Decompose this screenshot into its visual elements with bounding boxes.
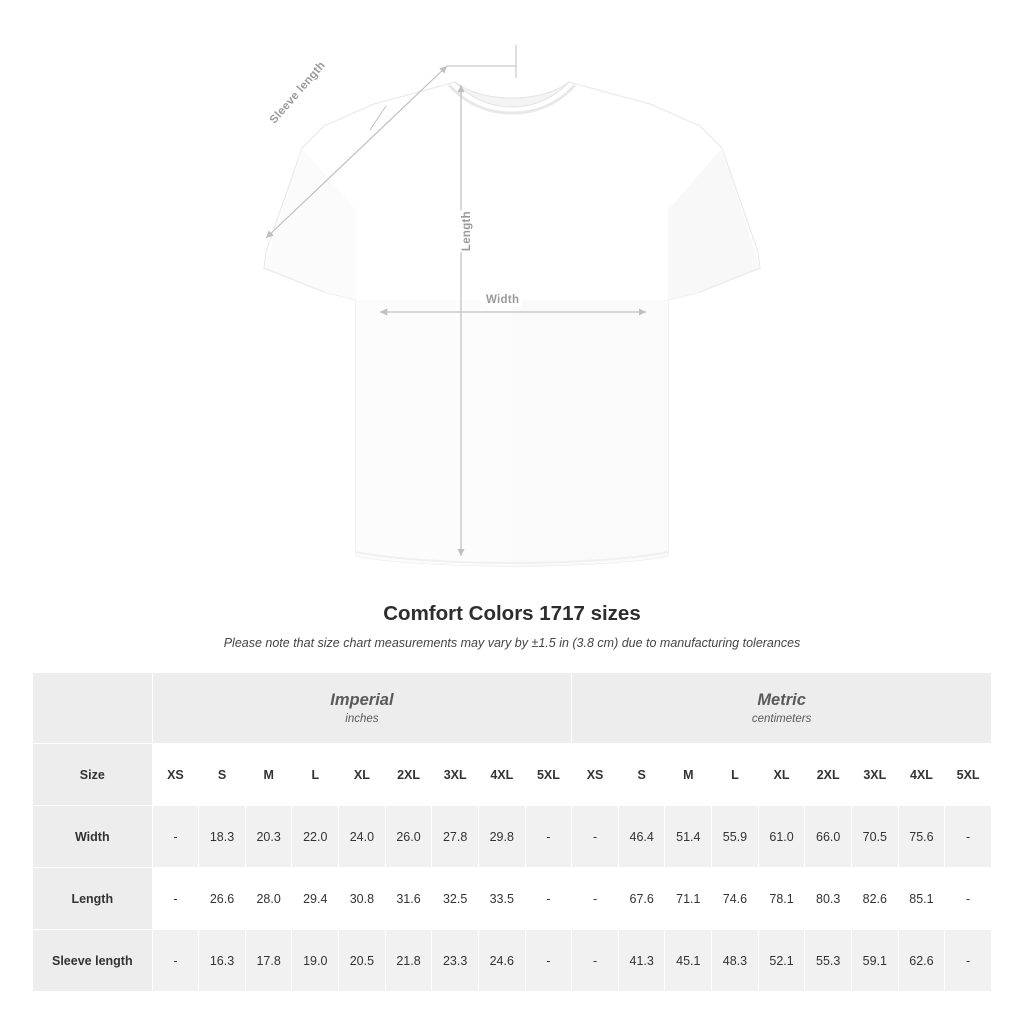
cell-width-metric-2xl: 66.0 bbox=[805, 806, 852, 868]
table-row bbox=[33, 930, 992, 992]
cell-length-imperial-3xl: 32.5 bbox=[432, 868, 479, 930]
length-dimension-label: Length bbox=[458, 210, 476, 252]
cell-length-metric-3xl: 82.6 bbox=[851, 868, 898, 930]
cell-length-imperial-xl: 30.8 bbox=[339, 868, 386, 930]
cell-length-imperial-l: 29.4 bbox=[292, 868, 339, 930]
cell-sleeve-metric-4xl: 62.6 bbox=[898, 930, 945, 992]
row-label-width: Width bbox=[33, 806, 153, 868]
cell-sleeve-metric-3xl: 59.1 bbox=[851, 930, 898, 992]
imperial-header-name: Imperial bbox=[330, 691, 394, 710]
size-header-metric-xl: XL bbox=[758, 744, 805, 806]
size-header-imperial-l: L bbox=[292, 744, 339, 806]
cell-sleeve-imperial-xs: - bbox=[152, 930, 199, 992]
cell-sleeve-metric-5xl: - bbox=[945, 930, 992, 992]
imperial-header-sub: inches bbox=[345, 712, 379, 725]
cell-width-imperial-4xl: 29.8 bbox=[478, 806, 525, 868]
cell-length-imperial-s: 26.6 bbox=[199, 868, 246, 930]
size-header-imperial-s: S bbox=[199, 744, 246, 806]
size-header-imperial-m: M bbox=[245, 744, 292, 806]
cell-width-imperial-3xl: 27.8 bbox=[432, 806, 479, 868]
size-table bbox=[32, 672, 992, 992]
cell-width-imperial-xl: 24.0 bbox=[339, 806, 386, 868]
row-label-length: Length bbox=[33, 868, 153, 930]
cell-length-metric-m: 71.1 bbox=[665, 868, 712, 930]
cell-sleeve-metric-xl: 52.1 bbox=[758, 930, 805, 992]
metric-header bbox=[572, 673, 992, 744]
cell-sleeve-imperial-5xl: - bbox=[525, 930, 572, 992]
cell-length-metric-s: 67.6 bbox=[618, 868, 665, 930]
cell-width-metric-xl: 61.0 bbox=[758, 806, 805, 868]
size-header-metric-5xl: 5XL bbox=[945, 744, 992, 806]
cell-length-metric-l: 74.6 bbox=[712, 868, 759, 930]
cell-sleeve-imperial-2xl: 21.8 bbox=[385, 930, 432, 992]
cell-width-metric-xs: - bbox=[572, 806, 619, 868]
cell-length-imperial-5xl: - bbox=[525, 868, 572, 930]
cell-length-metric-4xl: 85.1 bbox=[898, 868, 945, 930]
metric-header-sub: centimeters bbox=[751, 712, 812, 725]
cell-sleeve-metric-m: 45.1 bbox=[665, 930, 712, 992]
cell-sleeve-imperial-s: 16.3 bbox=[199, 930, 246, 992]
cell-width-metric-5xl: - bbox=[945, 806, 992, 868]
title-block bbox=[0, 602, 1024, 650]
width-dimension-label: Width bbox=[483, 293, 522, 307]
unit-header-row bbox=[33, 673, 992, 744]
size-header-metric-m: M bbox=[665, 744, 712, 806]
cell-length-metric-xl: 78.1 bbox=[758, 868, 805, 930]
size-table-wrapper bbox=[32, 672, 992, 992]
cell-width-imperial-5xl: - bbox=[525, 806, 572, 868]
page-title: Comfort Colors 1717 sizes bbox=[383, 602, 641, 625]
size-header-row bbox=[33, 744, 992, 806]
imperial-header bbox=[152, 673, 572, 744]
cell-length-imperial-xs: - bbox=[152, 868, 199, 930]
cell-width-metric-4xl: 75.6 bbox=[898, 806, 945, 868]
sleeve-length-dimension-label: Sleeve length bbox=[267, 59, 328, 127]
size-header-metric-s: S bbox=[618, 744, 665, 806]
size-header-imperial-5xl: 5XL bbox=[525, 744, 572, 806]
cell-length-metric-xs: - bbox=[572, 868, 619, 930]
size-header-imperial-xs: XS bbox=[152, 744, 199, 806]
cell-sleeve-imperial-l: 19.0 bbox=[292, 930, 339, 992]
cell-sleeve-metric-2xl: 55.3 bbox=[805, 930, 852, 992]
size-header-metric-4xl: 4XL bbox=[898, 744, 945, 806]
size-header-metric-2xl: 2XL bbox=[805, 744, 852, 806]
cell-width-metric-m: 51.4 bbox=[665, 806, 712, 868]
size-header-metric-l: L bbox=[712, 744, 759, 806]
corner-cell bbox=[33, 673, 153, 744]
cell-length-imperial-4xl: 33.5 bbox=[478, 868, 525, 930]
size-header-imperial-4xl: 4XL bbox=[478, 744, 525, 806]
metric-header-name: Metric bbox=[757, 691, 806, 710]
cell-width-imperial-xs: - bbox=[152, 806, 199, 868]
cell-sleeve-imperial-3xl: 23.3 bbox=[432, 930, 479, 992]
cell-length-metric-2xl: 80.3 bbox=[805, 868, 852, 930]
table-row bbox=[33, 868, 992, 930]
size-label-cell: Size bbox=[33, 744, 153, 806]
cell-width-metric-s: 46.4 bbox=[618, 806, 665, 868]
cell-width-metric-l: 55.9 bbox=[712, 806, 759, 868]
row-label-sleeve-length: Sleeve length bbox=[33, 930, 153, 992]
cell-sleeve-imperial-m: 17.8 bbox=[245, 930, 292, 992]
size-header-imperial-3xl: 3XL bbox=[432, 744, 479, 806]
table-row bbox=[33, 806, 992, 868]
cell-sleeve-metric-s: 41.3 bbox=[618, 930, 665, 992]
cell-length-imperial-2xl: 31.6 bbox=[385, 868, 432, 930]
cell-sleeve-imperial-xl: 20.5 bbox=[339, 930, 386, 992]
size-header-metric-3xl: 3XL bbox=[851, 744, 898, 806]
size-header-imperial-2xl: 2XL bbox=[385, 744, 432, 806]
cell-sleeve-imperial-4xl: 24.6 bbox=[478, 930, 525, 992]
cell-length-imperial-m: 28.0 bbox=[245, 868, 292, 930]
cell-width-imperial-s: 18.3 bbox=[199, 806, 246, 868]
size-header-imperial-xl: XL bbox=[339, 744, 386, 806]
cell-width-imperial-l: 22.0 bbox=[292, 806, 339, 868]
size-header-metric-xs: XS bbox=[572, 744, 619, 806]
tolerance-note: Please note that size chart measurements may vary by ±1.5 in (3.8 cm) due to manufacturing tolerances bbox=[223, 636, 801, 650]
cell-width-imperial-m: 20.3 bbox=[245, 806, 292, 868]
cell-sleeve-metric-l: 48.3 bbox=[712, 930, 759, 992]
cell-length-metric-5xl: - bbox=[945, 868, 992, 930]
cell-width-imperial-2xl: 26.0 bbox=[385, 806, 432, 868]
cell-sleeve-metric-xs: - bbox=[572, 930, 619, 992]
cell-width-metric-3xl: 70.5 bbox=[851, 806, 898, 868]
